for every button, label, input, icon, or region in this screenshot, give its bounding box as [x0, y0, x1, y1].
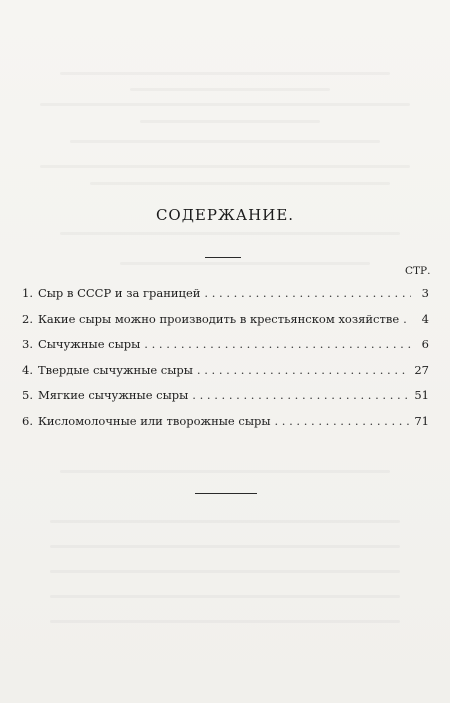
- toc-entry-page: 6: [421, 337, 429, 351]
- toc-entry: [22, 363, 429, 389]
- dot-leader: [197, 363, 410, 377]
- table-of-contents: [22, 286, 429, 439]
- toc-entry-page: 3: [421, 286, 429, 300]
- dot-leader: [144, 337, 411, 351]
- toc-entry: [22, 286, 429, 312]
- toc-entry-title: Твердые сычужные сыры: [37, 362, 193, 377]
- toc-entry-title: Какие сыры можно производить в крестьянском хозяйстве: [37, 311, 400, 326]
- toc-entry: [22, 337, 429, 363]
- toc-entry-number: 5.: [22, 388, 33, 402]
- toc-entry-page: 51: [414, 388, 429, 402]
- bleed-through-line: [120, 262, 370, 265]
- bleed-through-line: [130, 88, 330, 91]
- dot-leader: [204, 286, 411, 300]
- bleed-through-line: [90, 182, 390, 185]
- bleed-through-line: [50, 620, 400, 623]
- toc-entry: [22, 414, 429, 440]
- toc-entry: [22, 312, 429, 338]
- page-title: СОДЕРЖАНИЕ.: [155, 206, 295, 224]
- bleed-through-line: [50, 545, 400, 548]
- toc-entry-title: Сыр в СССР и за границей: [37, 286, 201, 300]
- toc-entry: [22, 388, 429, 414]
- bleed-through-line: [50, 595, 400, 598]
- toc-entry-number: 4.: [22, 362, 33, 377]
- dot-leader: [275, 414, 411, 428]
- bleed-through-line: [40, 165, 410, 168]
- toc-entry-title: Сычужные сыры: [37, 337, 141, 351]
- toc-entry-number: 2.: [22, 311, 33, 326]
- title-divider: [205, 257, 241, 258]
- bleed-through-line: [60, 470, 390, 473]
- page-column-label: СТР.: [405, 265, 431, 277]
- closing-divider: [195, 493, 257, 494]
- bleed-through-line: [40, 103, 410, 106]
- toc-entry-page: 71: [414, 413, 429, 428]
- dot-leader: [403, 312, 411, 326]
- toc-entry-title: Мягкие сычужные сыры: [37, 388, 189, 402]
- bleed-through-line: [70, 140, 380, 143]
- toc-entry-number: 1.: [22, 286, 33, 300]
- bleed-through-line: [60, 232, 400, 235]
- toc-entry-page: 27: [414, 362, 429, 377]
- bleed-through-line: [50, 520, 400, 523]
- toc-entry-title: Кисломолочные или творожные сыры: [37, 413, 271, 428]
- toc-entry-number: 6.: [22, 413, 33, 428]
- toc-entry-number: 3.: [22, 337, 33, 351]
- bleed-through-line: [140, 120, 320, 123]
- dot-leader: [192, 388, 410, 402]
- bleed-through-line: [60, 72, 390, 75]
- toc-entry-page: 4: [421, 311, 429, 326]
- bleed-through-line: [50, 570, 400, 573]
